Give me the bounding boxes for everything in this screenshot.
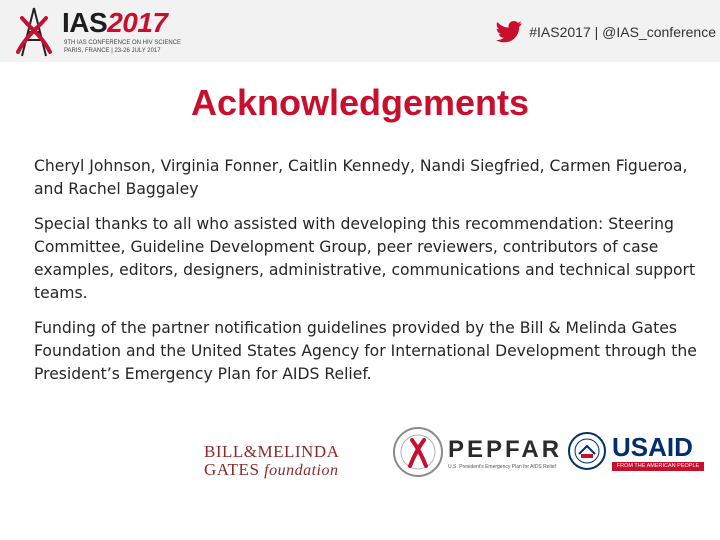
funding-paragraph: Funding of the partner notification guidelines provided by the Bill & Melinda Gates Foundation and the United States Agency for International Development through the President’s Emergency Plan for AIDS Relief.	[34, 319, 697, 383]
usaid-seal-icon	[568, 432, 606, 470]
pepfar-seal-icon	[392, 426, 444, 478]
pepfar-subtitle: U.S. President's Emergency Plan for AIDS Relief	[448, 464, 556, 470]
logo-year-text: 2017	[107, 7, 168, 38]
header-bar	[0, 0, 720, 62]
usaid-logo	[568, 428, 718, 478]
body-content	[34, 155, 706, 398]
social-handle	[495, 20, 716, 44]
sponsor-logos	[0, 418, 720, 482]
gates-logo-line2	[204, 460, 339, 480]
gates-logo-main: GATES	[204, 460, 260, 479]
usaid-name: USAID	[612, 432, 693, 462]
page-title: Acknowledgements	[190, 82, 530, 123]
twitter-bird-icon	[495, 20, 523, 44]
pepfar-logo	[392, 424, 563, 484]
gates-foundation-logo	[204, 442, 364, 486]
usaid-subtitle: FROM THE AMERICAN PEOPLE	[612, 462, 704, 471]
logo-subtitle-line2: PARIS, FRANCE | 23-26 JULY 2017	[64, 48, 161, 54]
thanks-paragraph: Special thanks to all who assisted with developing this recommendation: Steering Committee, Guideline Development Group, peer reviewers, contributors of case examples, editors, designers, administrative, communications and technical support teams.	[34, 215, 696, 302]
authors-paragraph: Cheryl Johnson, Virginia Fonner, Caitlin Kennedy, Nandi Siegfried, Carmen Figueroa, and Rachel Baggaley	[34, 157, 688, 198]
social-handle-text: #IAS2017 | @IAS_conference	[529, 24, 716, 40]
ias2017-logo	[8, 4, 182, 60]
red-ribbon-eiffel-icon	[8, 6, 60, 58]
gates-logo-line1: BILL&MELINDA	[204, 442, 340, 461]
pepfar-name: PEPFAR	[448, 436, 563, 463]
logo-wordmark	[62, 8, 167, 38]
logo-subtitle-line1: 9TH IAS CONFERENCE ON HIV SCIENCE	[64, 40, 182, 46]
gates-logo-sub: foundation	[264, 462, 339, 479]
logo-ias-text: IAS	[62, 7, 108, 38]
